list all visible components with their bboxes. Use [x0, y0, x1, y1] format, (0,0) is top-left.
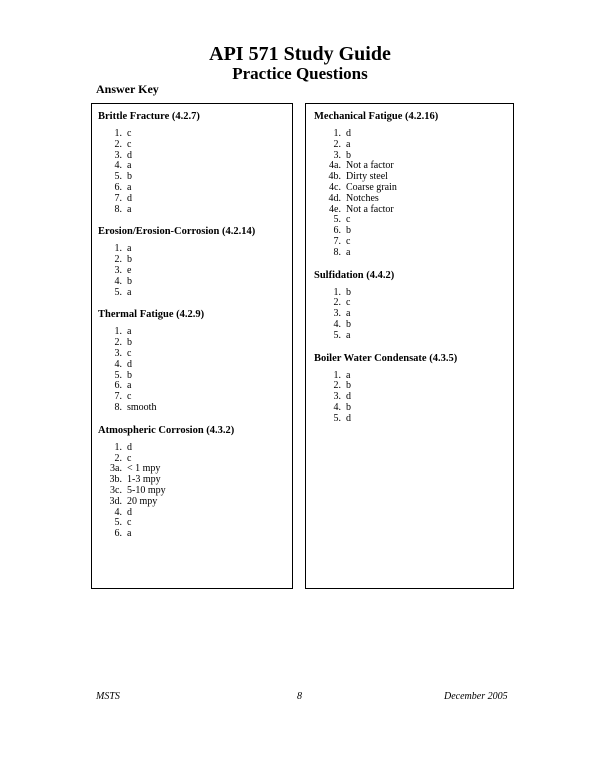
answer-value: d	[127, 192, 132, 204]
question-number: 1.	[114, 326, 122, 338]
answer-value: a	[346, 329, 351, 341]
question-number: 4e.	[329, 203, 341, 215]
answer-value: b	[346, 286, 351, 298]
question-number: 3d.	[109, 495, 122, 507]
answer-value: c	[346, 235, 351, 247]
answer-value: a	[346, 246, 351, 258]
answer-item	[314, 414, 457, 425]
question-number: 2.	[333, 380, 341, 392]
answer-item	[98, 277, 255, 288]
answer-value: b	[127, 369, 132, 381]
question-number: 1.	[114, 128, 122, 139]
section-spacer	[98, 414, 255, 424]
answer-value: a	[346, 369, 351, 381]
question-number: 4.	[333, 401, 341, 413]
answer-value: 20 mpy	[127, 495, 158, 507]
answer-value: b	[127, 254, 132, 266]
answer-item	[98, 194, 255, 205]
answer-value: a	[127, 181, 132, 193]
answer-value: c	[127, 347, 132, 359]
question-number: 3.	[114, 264, 122, 276]
answer-item	[314, 194, 457, 205]
answer-value: b	[127, 275, 132, 287]
question-number: 2.	[114, 337, 122, 349]
answer-key-label: Answer Key	[96, 82, 159, 96]
answer-value: a	[127, 528, 132, 540]
question-number: 5.	[114, 517, 122, 529]
question-number: 5.	[333, 412, 341, 424]
section-title: Erosion/Erosion-Corrosion (4.2.14)	[98, 226, 256, 238]
question-number: 7.	[114, 192, 122, 204]
question-number: 4c.	[329, 181, 341, 193]
question-number: 7.	[114, 391, 122, 403]
question-number: 1.	[333, 369, 341, 381]
page-title: API 571 Study Guide	[209, 43, 391, 65]
answer-item	[98, 140, 255, 151]
question-number: 1.	[333, 128, 341, 139]
section-title: Brittle Fracture (4.2.7)	[98, 111, 200, 122]
answer-value: c	[127, 128, 132, 139]
section-title: Sulfidation (4.4.2)	[314, 269, 395, 281]
question-number: 4.	[333, 318, 341, 330]
question-number: 4d.	[328, 192, 341, 204]
answer-value: 1-3 mpy	[127, 474, 161, 486]
section-spacer	[314, 259, 457, 269]
answer-list	[98, 327, 255, 413]
answer-section	[98, 424, 255, 540]
answer-value: < 1 mpy	[127, 463, 161, 475]
question-number: 4.	[114, 160, 122, 172]
page-subtitle: Practice Questions	[232, 64, 368, 83]
left-answer-box	[91, 103, 293, 589]
question-number: 2.	[114, 254, 122, 266]
left-column	[98, 110, 255, 540]
question-number: 3.	[333, 391, 341, 403]
question-number: 3.	[114, 347, 122, 359]
answer-value: Coarse grain	[346, 181, 397, 193]
answer-value: d	[127, 358, 132, 370]
question-number: 3.	[114, 149, 122, 161]
answer-value: a	[127, 160, 132, 172]
section-title: Atmospheric Corrosion (4.3.2)	[98, 424, 235, 436]
question-number: 1.	[114, 243, 122, 255]
answer-value: b	[346, 401, 351, 413]
answer-value: 5-10 mpy	[127, 484, 166, 496]
question-number: 6.	[333, 225, 341, 237]
answer-value: a	[127, 380, 132, 392]
question-number: 2.	[333, 297, 341, 309]
answer-item	[98, 360, 255, 371]
answer-section	[98, 110, 255, 215]
answer-value: smooth	[127, 401, 157, 413]
question-number: 6.	[114, 528, 122, 540]
answer-value: Not a factor	[346, 203, 394, 215]
answer-value: b	[127, 171, 132, 183]
answer-value: a	[127, 286, 132, 298]
answer-item	[314, 248, 457, 259]
answer-value: c	[127, 138, 132, 150]
answer-item	[98, 529, 255, 540]
answer-list	[314, 288, 457, 342]
answer-value: a	[127, 243, 132, 255]
question-number: 5.	[333, 329, 341, 341]
question-number: 3a.	[110, 463, 122, 475]
answer-section	[314, 352, 457, 425]
answer-section	[314, 269, 457, 342]
answer-item	[98, 443, 255, 454]
question-number: 6.	[114, 181, 122, 193]
question-number: 3c.	[110, 484, 122, 496]
answer-list	[98, 443, 255, 540]
answer-item	[314, 331, 457, 342]
answer-value: d	[127, 506, 132, 518]
right-column	[314, 110, 457, 425]
answer-value: c	[127, 391, 132, 403]
question-number: 5.	[114, 286, 122, 298]
question-number: 1.	[333, 286, 341, 298]
question-number: 8.	[333, 246, 341, 258]
question-number: 5.	[114, 171, 122, 183]
answer-section	[314, 110, 457, 259]
answer-value: Dirty steel	[346, 171, 388, 183]
answer-value: c	[346, 214, 351, 226]
question-number: 4.	[114, 275, 122, 287]
answer-value: e	[127, 264, 132, 276]
answer-value: d	[127, 441, 132, 453]
question-number: 7.	[333, 235, 341, 247]
question-number: 6.	[114, 380, 122, 392]
question-number: 5.	[114, 369, 122, 381]
section-title: Mechanical Fatigue (4.2.16)	[314, 111, 439, 122]
answer-value: c	[127, 517, 132, 529]
section-spacer	[98, 215, 255, 225]
answer-item	[98, 288, 255, 299]
answer-value: a	[127, 203, 132, 215]
answer-item	[98, 205, 255, 216]
question-number: 2.	[114, 452, 122, 464]
answer-item	[314, 140, 457, 151]
answer-section	[98, 225, 255, 298]
answer-list	[314, 129, 457, 259]
question-number: 3.	[333, 149, 341, 161]
section-title: Thermal Fatigue (4.2.9)	[98, 309, 205, 321]
answer-value: b	[346, 380, 351, 392]
footer-page-number: 8	[297, 691, 302, 702]
answer-value: a	[127, 326, 132, 338]
section-title: Boiler Water Condensate (4.3.5)	[314, 352, 458, 364]
question-number: 3b.	[109, 474, 122, 486]
question-number: 3.	[333, 308, 341, 320]
question-number: 2.	[333, 138, 341, 150]
answer-item	[98, 403, 255, 414]
answer-item	[98, 497, 255, 508]
question-number: 4.	[114, 506, 122, 518]
answer-value: a	[346, 138, 351, 150]
answer-value: Not a factor	[346, 160, 394, 172]
question-number: 4b.	[328, 171, 341, 183]
section-spacer	[98, 298, 255, 308]
answer-value: a	[346, 308, 351, 320]
question-number: 4.	[114, 358, 122, 370]
answer-value: b	[346, 318, 351, 330]
answer-section	[98, 308, 255, 413]
answer-value: c	[346, 297, 351, 309]
answer-list	[98, 244, 255, 298]
question-number: 5.	[333, 214, 341, 226]
right-answer-box	[305, 103, 514, 589]
answer-list	[98, 129, 255, 215]
question-number: 1.	[114, 441, 122, 453]
question-number: 8.	[114, 401, 122, 413]
footer-date: December 2005	[444, 691, 508, 702]
answer-value: d	[346, 391, 351, 403]
answer-value: d	[346, 412, 351, 424]
question-number: 4a.	[329, 160, 341, 172]
answer-value: b	[127, 337, 132, 349]
question-number: 2.	[114, 138, 122, 150]
answer-value: b	[346, 149, 351, 161]
answer-value: d	[346, 128, 351, 139]
answer-value: b	[346, 225, 351, 237]
answer-value: c	[127, 452, 132, 464]
question-number: 8.	[114, 203, 122, 215]
answer-list	[314, 371, 457, 425]
section-spacer	[314, 342, 457, 352]
answer-value: d	[127, 149, 132, 161]
answer-value: Notches	[346, 192, 379, 204]
footer-org: MSTS	[96, 691, 120, 702]
